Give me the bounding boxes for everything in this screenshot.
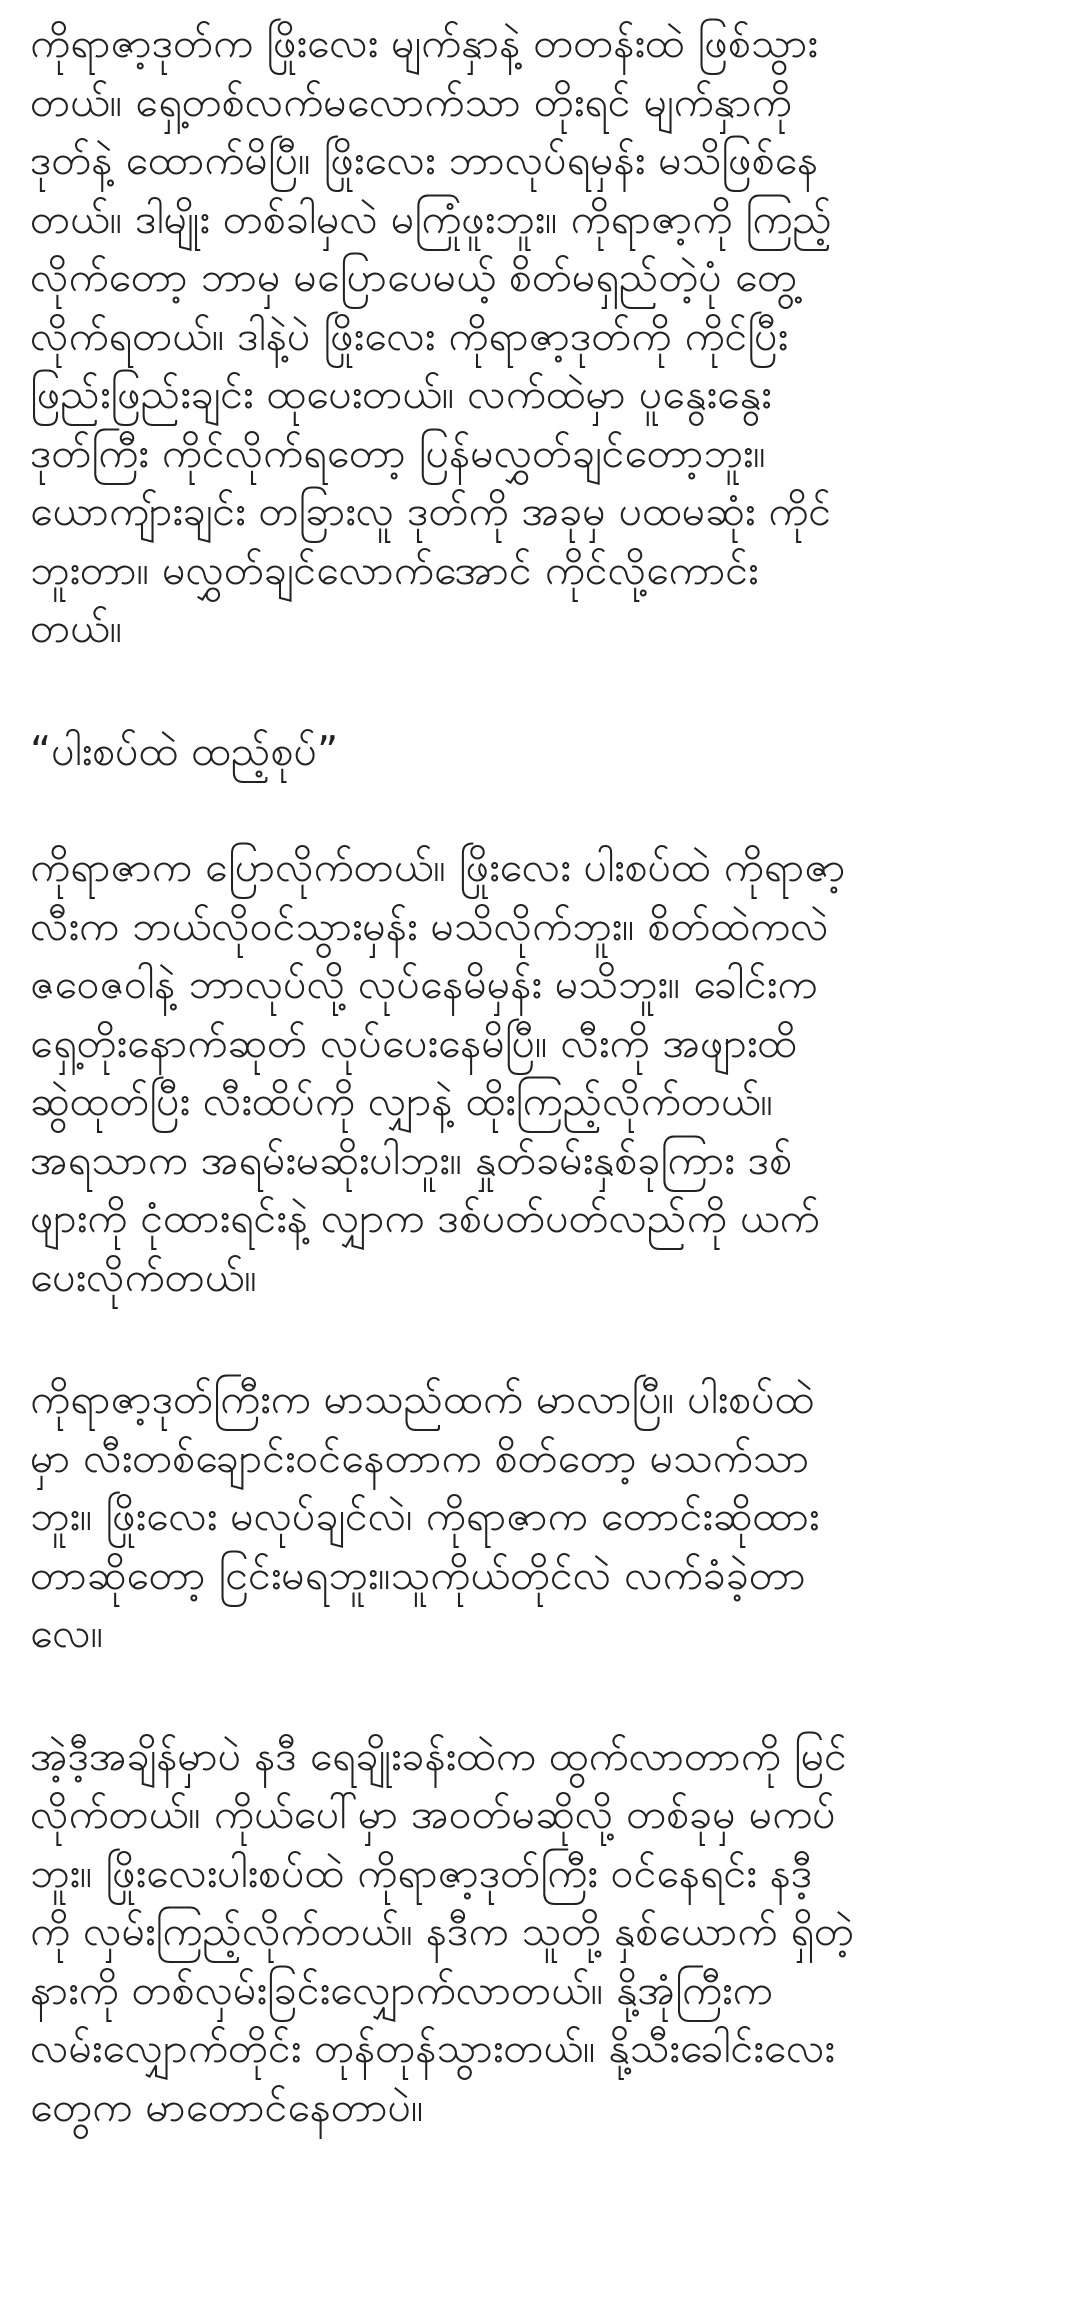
story-paragraph-3 — [30, 838, 1044, 1306]
text-line: တယ်။ ရှေ့တစ်လက်မလောက်သာ တိုးရင် မျက်နှာကို — [30, 77, 792, 126]
text-line: တွေက မာတောင်နေတာပဲ။ — [30, 2082, 424, 2131]
text-line: “ပါးစပ်ထဲ ထည့်စုပ်” — [30, 726, 339, 775]
text-line: ဇဝေဇဝါနဲ့ ဘာလုပ်လို့ လုပ်နေမိမှန်း မသိဘူး။ ခေါင်းက — [30, 960, 818, 1008]
dialogue-line — [30, 722, 1044, 781]
text-line: ကိုရာဇာက ပြောလိုက်တယ်။ ဖြိုးလေး ပါးစပ်ထဲ ကိုရာဇာ့ — [30, 843, 846, 891]
text-line: အရသာက အရမ်းမဆိုးပါဘူး။ နှုတ်ခမ်းနှစ်ခုကြား ဒစ် — [30, 1135, 793, 1184]
text-line: လမ်းလျှောက်တိုင်း တုန်တုန်သွားတယ်။ နို့သီးခေါင်းလေး — [30, 2024, 835, 2072]
text-line: ဒုတ်နဲ့ ထောက်မိပြီ။ ဖြိုးလေး ဘာလုပ်ရမှန်း မသိဖြစ်နေ — [30, 136, 819, 184]
text-line: တယ်။ ဒါမျိုး တစ်ခါမှလဲ မကြုံဖူးဘူး။ ကိုရာဇာ့ကို ကြည့် — [30, 194, 833, 243]
text-line: ဘူးတာ။ မလွှတ်ချင်လောက်အောင် ကိုင်လို့ကောင်း — [30, 545, 759, 594]
text-line: ရှေ့တိုးနောက်ဆုတ် လုပ်ပေးနေမိပြီ။ လီးကို အဖျားထိ — [30, 1018, 797, 1067]
text-line: ကို လှမ်းကြည့်လိုက်တယ်။ နဒီက သူတို့ နှစ်ယောက် ရှိတဲ့ — [30, 1907, 854, 1955]
text-line: နားကို တစ်လှမ်းခြင်းလျှောက်လာတယ်။ နို့အုံကြီးက — [30, 1965, 773, 2014]
text-line: ဘူး။ ဖြိုးလေးပါးစပ်ထဲ ကိုရာဇာ့ဒုတ်ကြီး ဝင်နေရင်း နဒီ့ — [30, 1848, 813, 1897]
text-line: ဖျားကို ငုံထားရင်းနဲ့ လျှာက ဒစ်ပတ်ပတ်လည်ကို ယက် — [30, 1194, 820, 1242]
text-line: အဲ့ဒီ့အချိန်မှာပဲ နဒီ ရေချိုးခန်းထဲက ထွက်လာတာကို မြင် — [30, 1731, 847, 1780]
text-line: လီးက ဘယ်လိုဝင်သွားမှန်း မသိလိုက်ဘူး။ စိတ်ထဲကလဲ — [30, 901, 829, 950]
text-line: တာဆိုတော့ ငြင်းမရဘူး။သူကိုယ်တိုင်လဲ လက်ခံခဲ့တာ — [30, 1550, 806, 1599]
text-line: ပေးလိုက်တယ်။ — [30, 1252, 257, 1301]
text-line: ဘူး။ ဖြိုးလေး မလုပ်ချင်လဲ၊ ကိုရာဇာက တောင်းဆိုထား — [30, 1492, 820, 1540]
text-line: တယ်။ — [30, 604, 123, 652]
text-line: လိုက်တယ်။ ကိုယ်ပေါ်မှာ အဝတ်မဆိုလို့ တစ်ခုမှ မကပ် — [30, 1790, 836, 1838]
story-paragraph-4 — [30, 1370, 1044, 1663]
text-line: ကိုရာဇာ့ဒုတ်က ဖြိုးလေး မျက်နှာနဲ့ တတန်းထဲ ဖြစ်သွား — [30, 19, 818, 67]
story-paragraph-5 — [30, 1727, 1044, 2137]
text-line: မှာ လီးတစ်ချောင်းဝင်နေတာက စိတ်တော့ မသက်သာ — [30, 1433, 810, 1482]
text-line: ဆွဲထုတ်ပြီး လီးထိပ်ကို လျှာနဲ့ ထိုးကြည့်လိုက်တယ်။ — [30, 1077, 773, 1125]
text-line: ကိုရာဇာ့ဒုတ်ကြီးက မာသည်ထက် မာလာပြီ။ ပါးစပ်ထဲ — [30, 1375, 815, 1423]
text-line: ယောကျ်ားချင်း တခြားလူ ဒုတ်ကို အခုမှ ပထမဆုံး ကိုင် — [30, 487, 832, 535]
text-line: လိုက်ရတယ်။ ဒါနဲ့ပဲ ဖြိုးလေး ကိုရာဇာ့ဒုတ်ကို ကိုင်ပြီး — [30, 311, 788, 360]
story-paragraph-1 — [30, 14, 1044, 658]
text-line: ဒုတ်ကြီး ကိုင်လိုက်ရတော့ ပြန်မလွှတ်ချင်တော့ဘူး။ — [30, 428, 766, 477]
text-line: လိုက်တော့ ဘာမှ မပြောပေမယ့် စိတ်မရှည်တဲ့ပုံ တွေ့ — [30, 253, 798, 301]
text-line: လေ။ — [30, 1609, 104, 1657]
text-line: ဖြည်းဖြည်းချင်း ထုပေးတယ်။ လက်ထဲမှာ ပူနွေးနွေး — [30, 370, 772, 418]
